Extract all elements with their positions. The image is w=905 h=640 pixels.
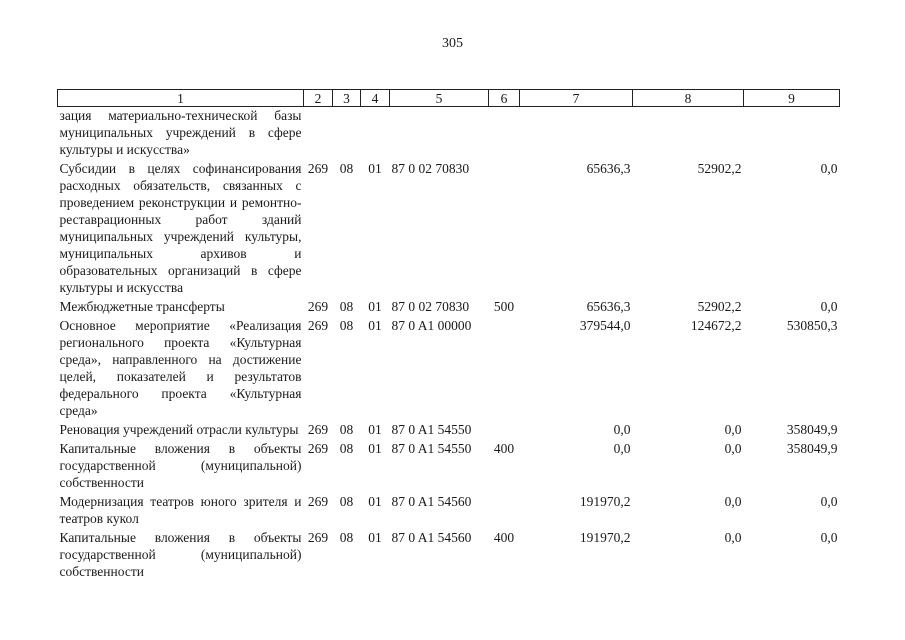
row-value-8: 52902,2	[697, 161, 742, 176]
table-row	[58, 421, 840, 440]
row-code	[304, 107, 333, 161]
row-target-code	[390, 107, 489, 161]
row-value-8: 0,0	[724, 494, 742, 509]
row-expense-type	[489, 317, 520, 421]
row-section: 08	[339, 530, 354, 545]
row-name: зация материально-технической базы муниципальных учреждений в сфере культуры и искусства»	[59, 108, 302, 157]
row-target-code: 87 0 A1 54550	[391, 422, 472, 437]
row-expense-type: 500	[493, 299, 515, 314]
table-row	[58, 529, 840, 582]
row-value-9: 0,0	[820, 299, 838, 314]
row-subsection: 01	[368, 318, 382, 333]
table-row	[58, 298, 840, 317]
row-value-7: 191970,2	[579, 494, 631, 509]
row-expense-type	[489, 421, 520, 440]
row-value-7: 0,0	[613, 422, 631, 437]
row-value-9: 0,0	[820, 530, 838, 545]
row-code: 269	[307, 318, 329, 333]
row-name: Субсидии в целях софинансирования расходных обязательств, связанных с проведением реконструкции и ремонтно-реставрационных работ зданий муниципальных учреждений культуры, муниципальных архивов и образовательных организаций в сфере культуры и искусства	[59, 161, 302, 295]
row-section: 08	[339, 494, 354, 509]
row-subsection	[361, 107, 390, 161]
row-target-code: 87 0 02 70830	[391, 161, 470, 176]
row-subsection: 01	[368, 161, 382, 176]
table-row	[58, 440, 840, 493]
header-col-6: 6	[489, 90, 520, 107]
row-target-code: 87 0 A1 54550	[391, 441, 472, 456]
row-section: 08	[339, 422, 354, 437]
row-code: 269	[307, 494, 329, 509]
row-value-7: 0,0	[613, 441, 631, 456]
row-value-8: 52902,2	[697, 299, 742, 314]
row-expense-type: 400	[493, 530, 515, 545]
row-value-9: 530850,3	[786, 318, 838, 333]
row-target-code: 87 0 A1 54560	[391, 530, 472, 545]
row-value-8: 0,0	[724, 441, 742, 456]
row-subsection: 01	[368, 441, 382, 456]
row-value-7: 65636,3	[586, 299, 631, 314]
header-col-9: 9	[744, 90, 840, 107]
page-number: 305	[442, 36, 463, 51]
row-code: 269	[307, 530, 329, 545]
row-expense-type	[489, 107, 520, 161]
header-col-4: 4	[361, 90, 390, 107]
row-value-8: 124672,2	[690, 318, 742, 333]
row-section: 08	[339, 299, 354, 314]
row-subsection: 01	[368, 299, 382, 314]
header-col-8: 8	[633, 90, 744, 107]
row-value-9	[744, 107, 840, 161]
row-target-code: 87 0 02 70830	[391, 299, 470, 314]
row-name: Модернизация театров юного зрителя и театров кукол	[59, 494, 302, 526]
row-section	[333, 107, 361, 161]
row-value-7: 65636,3	[586, 161, 631, 176]
row-name: Основное мероприятие «Реализация регионального проекта «Культурная среда», направленного на достижение целей, показателей и результатов федерального проекта «Культурная среда»	[59, 318, 302, 418]
row-value-9: 0,0	[820, 494, 838, 509]
row-code: 269	[307, 161, 329, 176]
table-body	[58, 107, 840, 583]
table-header-row	[58, 90, 840, 107]
budget-table	[57, 89, 840, 582]
header-col-1: 1	[58, 90, 304, 107]
row-expense-type: 400	[493, 441, 515, 456]
row-section: 08	[339, 161, 354, 176]
row-code: 269	[307, 299, 329, 314]
row-target-code: 87 0 A1 00000	[391, 318, 472, 333]
row-value-7: 379544,0	[579, 318, 631, 333]
row-expense-type	[489, 493, 520, 529]
row-name: Реновация учреждений отрасли культуры	[59, 422, 299, 437]
table-row	[58, 317, 840, 421]
row-expense-type	[489, 160, 520, 298]
row-value-9: 358049,9	[786, 441, 838, 456]
row-value-8: 0,0	[724, 530, 742, 545]
row-name: Межбюджетные трансферты	[59, 299, 225, 314]
row-code: 269	[307, 441, 329, 456]
row-name: Капитальные вложения в объекты государственной (муниципальной) собственности	[59, 530, 302, 579]
table-row	[58, 160, 840, 298]
header-col-5: 5	[390, 90, 489, 107]
row-subsection: 01	[368, 494, 382, 509]
table-row	[58, 107, 840, 161]
row-subsection: 01	[368, 422, 382, 437]
row-name: Капитальные вложения в объекты государственной (муниципальной) собственности	[59, 441, 302, 490]
row-code: 269	[307, 422, 329, 437]
header-col-2: 2	[304, 90, 333, 107]
row-subsection: 01	[368, 530, 382, 545]
row-target-code: 87 0 A1 54560	[391, 494, 472, 509]
row-value-9: 358049,9	[786, 422, 838, 437]
row-value-7	[520, 107, 633, 161]
row-value-7: 191970,2	[579, 530, 631, 545]
row-section: 08	[339, 441, 354, 456]
header-col-7: 7	[520, 90, 633, 107]
row-value-8: 0,0	[724, 422, 742, 437]
table-row	[58, 493, 840, 529]
row-value-9: 0,0	[820, 161, 838, 176]
row-value-8	[633, 107, 744, 161]
row-section: 08	[339, 318, 354, 333]
header-col-3: 3	[333, 90, 361, 107]
